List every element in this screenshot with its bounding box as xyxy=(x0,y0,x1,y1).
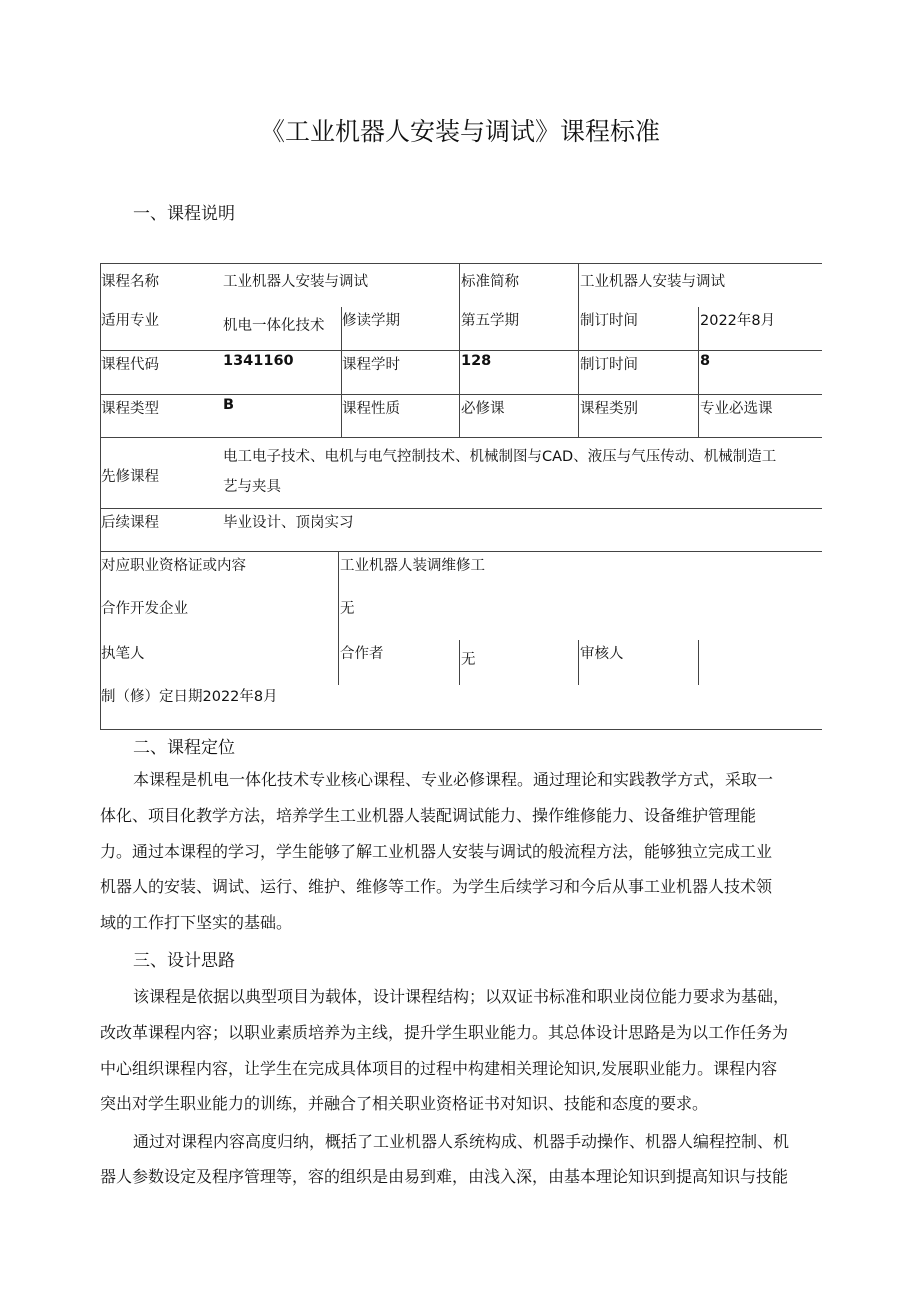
table-rule xyxy=(100,508,822,509)
paragraph-line: 本课程是机电一体化技术专业核心课程、专业必修课程。通过理论和实践教学方式，采取一 xyxy=(133,770,774,789)
value-course-name: 工业机器人安装与调试 xyxy=(223,274,368,290)
label-reviewer: 审核人 xyxy=(580,646,624,662)
table-rule xyxy=(459,640,460,685)
paragraph-line: 体化、项目化教学方法，培养学生工业机器人装配调试能力、操作维修能力、设备维护管理能 xyxy=(100,806,757,825)
paragraph-line: 域的工作打下坚实的基础。 xyxy=(100,913,293,932)
table-rule xyxy=(338,551,339,685)
value-followup: 毕业设计、顶岗实习 xyxy=(223,515,354,531)
label-term: 修读学期 xyxy=(342,313,400,329)
value-term: 第五学期 xyxy=(461,313,519,329)
value-short-name: 工业机器人安装与调试 xyxy=(580,274,725,290)
label-short-name: 标准简称 xyxy=(461,274,519,290)
table-rule xyxy=(698,640,699,685)
paragraph-line: 机器人的安装、调试、运行、维护、维修等工作。为学生后续学习和今后从事工业机器人技术领 xyxy=(100,877,773,896)
value-prereq-line: 电工电子技术、电机与电气控制技术、机械制图与CAD、液压与气压传动、机械制造工 xyxy=(223,449,777,465)
label-made-time-2: 制订时间 xyxy=(580,357,638,373)
section-heading-2: 二、课程定位 xyxy=(133,738,235,758)
value-major: 机电一体化技术 xyxy=(223,318,325,334)
table-rule xyxy=(698,307,699,437)
value-hours: 128 xyxy=(461,353,492,369)
value-nature: 必修课 xyxy=(461,401,505,417)
table-rule xyxy=(100,394,822,395)
table-rule xyxy=(100,729,822,730)
label-cert: 对应职业资格证或内容 xyxy=(101,558,246,574)
paragraph-line: 改改革课程内容；以职业素质培养为主线，提升学生职业能力。其总体设计思路是为以工作任务为 xyxy=(100,1023,789,1042)
paragraph-line: 突出对学生职业能力的训练，并融合了相关职业资格证书对知识、技能和态度的要求。 xyxy=(100,1094,709,1113)
label-prereq: 先修课程 xyxy=(101,469,159,485)
label-course-name: 课程名称 xyxy=(101,274,159,290)
table-rule xyxy=(100,263,822,264)
value-code: 1341160 xyxy=(223,353,294,369)
label-author: 执笔人 xyxy=(101,646,145,662)
value-type: B xyxy=(223,397,235,413)
paragraph-line: 该课程是依据以典型项目为载体，设计课程结构；以双证书标准和职业岗位能力要求为基础， xyxy=(133,987,790,1006)
label-partner: 合作者 xyxy=(340,646,384,662)
label-hours: 课程学时 xyxy=(342,357,400,373)
label-category: 课程类别 xyxy=(580,401,638,417)
paragraph-line: 通过对课程内容高度归纳，概括了工业机器人系统构成、机器手动操作、机器人编程控制、机 xyxy=(133,1132,790,1151)
label-code: 课程代码 xyxy=(101,357,159,373)
value-made-time-2: 8 xyxy=(700,353,711,369)
label-revision-date: 制（修）定日期2022年8月 xyxy=(101,689,278,705)
label-company: 合作开发企业 xyxy=(101,601,188,617)
paragraph-line: 力。通过本课程的学习，学生能够了解工业机器人安装与调试的般流程方法，能够独立完成工业 xyxy=(100,842,773,861)
label-followup: 后续课程 xyxy=(101,515,159,531)
value-company: 无 xyxy=(340,601,355,617)
value-made-time: 2022年8月 xyxy=(700,313,776,329)
section-heading-1: 一、课程说明 xyxy=(133,204,235,224)
table-rule xyxy=(578,263,579,437)
label-major: 适用专业 xyxy=(101,313,159,329)
label-nature: 课程性质 xyxy=(342,401,400,417)
value-cert: 工业机器人装调维修工 xyxy=(340,558,485,574)
document-title: 《工业机器人安装与调试》课程标准 xyxy=(259,117,660,146)
table-rule xyxy=(100,551,822,552)
paragraph-line: 中心组织课程内容，让学生在完成具体项目的过程中构建相关理论知识,发展职业能力。课程内容 xyxy=(100,1059,778,1078)
paragraph-line: 器人参数设定及程序管理等，容的组织是由易到难，由浅入深，由基本理论知识到提高知识与技能 xyxy=(100,1167,789,1186)
section-heading-3: 三、设计思路 xyxy=(133,951,235,971)
table-rule xyxy=(459,263,460,437)
value-prereq-line: 艺与夹具 xyxy=(223,479,281,495)
value-partner: 无 xyxy=(461,652,476,668)
table-rule xyxy=(100,437,822,438)
table-rule xyxy=(100,350,822,351)
value-category: 专业必选课 xyxy=(700,401,773,417)
table-rule xyxy=(578,640,579,685)
label-type: 课程类型 xyxy=(101,401,159,417)
label-made-time: 制订时间 xyxy=(580,313,638,329)
